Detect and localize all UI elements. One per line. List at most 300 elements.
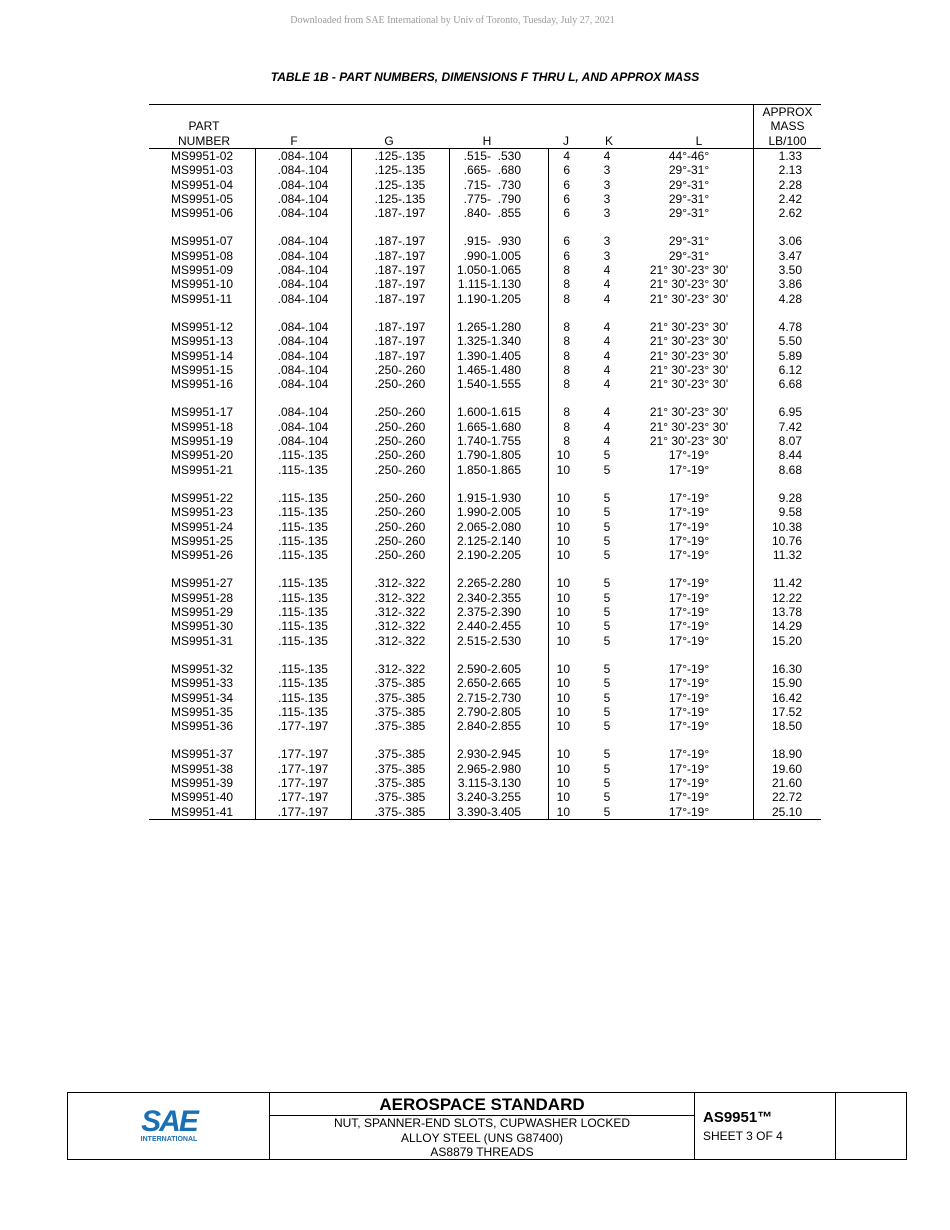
cell-j-count: 8	[563, 319, 570, 334]
cell-mass: 5.89	[778, 348, 802, 363]
doc-number-box	[695, 1093, 836, 1159]
cell-part-number: MS9951-26	[171, 548, 234, 563]
cell-f-dim: .084-.104	[277, 319, 329, 334]
cell-h-dim: 2.715-2.730	[456, 690, 521, 705]
cell-mass: 13.78	[771, 605, 802, 620]
cell-h-dim: 1.465-1.480	[456, 362, 521, 377]
table-row	[149, 263, 821, 277]
cell-j-count: 6	[563, 177, 570, 192]
cell-l-angle: 29°-31°	[668, 234, 710, 249]
header-divider	[753, 105, 754, 149]
cell-j-count: 10	[556, 590, 570, 605]
cell-f-dim: .115-.135	[278, 548, 328, 563]
table-row	[149, 178, 821, 192]
cell-part-number: MS9951-24	[171, 519, 234, 534]
cell-k-count: 4	[603, 334, 611, 349]
cell-k-count: 5	[603, 761, 611, 776]
cell-part-number: MS9951-41	[171, 804, 234, 819]
cell-f-dim: .084-.104	[277, 362, 329, 377]
svg-text:INTERNATIONAL: INTERNATIONAL	[140, 1136, 198, 1143]
table-row	[149, 505, 821, 519]
cell-h-dim: .515- .530	[463, 149, 521, 163]
cell-k-count: 3	[603, 234, 611, 249]
cell-f-dim: .084-.104	[277, 419, 329, 434]
table-row	[149, 719, 821, 733]
cell-mass: 6.12	[778, 362, 802, 377]
cell-l-angle: 17°-19°	[668, 661, 710, 676]
cell-g-dim: .125-.135	[374, 149, 426, 163]
cell-mass: 14.29	[771, 619, 802, 634]
cell-j-count: 6	[563, 191, 570, 206]
cell-h-dim: 2.190-2.205	[456, 548, 521, 563]
table-row	[149, 747, 821, 761]
table-row	[149, 434, 821, 448]
cell-f-dim: .115-.135	[278, 704, 328, 719]
cell-part-number: MS9951-30	[171, 619, 234, 634]
cell-k-count: 3	[603, 177, 611, 192]
cell-k-count: 5	[603, 533, 611, 548]
cell-l-angle: 17°-19°	[668, 804, 710, 819]
cell-l-angle: 17°-19°	[668, 704, 710, 719]
cell-g-dim: .312-.322	[374, 619, 426, 634]
table-row	[149, 805, 821, 819]
cell-f-dim: .084-.104	[277, 334, 329, 349]
cell-l-angle: 21° 30'-23° 30'	[649, 348, 729, 363]
cell-h-dim: 2.440-2.455	[456, 619, 521, 634]
cell-f-dim: .115-.135	[278, 676, 328, 691]
cell-f-dim: .115-.135	[278, 633, 328, 648]
cell-f-dim: .084-.104	[277, 263, 329, 278]
cell-g-dim: .187-.197	[374, 263, 426, 278]
cell-h-dim: 1.050-1.065	[456, 263, 521, 278]
cell-part-number: MS9951-14	[171, 348, 234, 363]
cell-j-count: 10	[556, 661, 570, 676]
download-watermark: Downloaded from SAE International by Univ of Toronto, Tuesday, July 27, 2021	[290, 15, 615, 26]
cell-part-number: MS9951-27	[171, 576, 234, 591]
cell-l-angle: 17°-19°	[668, 676, 710, 691]
table-row	[149, 234, 821, 248]
cell-part-number: MS9951-19	[171, 434, 234, 449]
cell-part-number: MS9951-10	[171, 277, 234, 292]
cell-g-dim: .187-.197	[374, 334, 426, 349]
cell-l-angle: 21° 30'-23° 30'	[649, 434, 729, 449]
table-row	[149, 249, 821, 263]
cell-mass: 4.28	[778, 291, 802, 306]
cell-k-count: 5	[603, 462, 611, 477]
cell-f-dim: .084-.104	[277, 177, 329, 192]
cell-part-number: MS9951-05	[171, 191, 234, 206]
cell-j-count: 10	[556, 619, 570, 634]
cell-part-number: MS9951-07	[171, 234, 234, 249]
cell-part-number: MS9951-21	[171, 462, 234, 477]
cell-k-count: 4	[603, 377, 611, 392]
cell-part-number: MS9951-13	[171, 334, 234, 349]
cell-part-number: MS9951-16	[171, 377, 234, 392]
cell-l-angle: 21° 30'-23° 30'	[649, 319, 729, 334]
cell-part-number: MS9951-28	[171, 590, 234, 605]
table-row	[149, 520, 821, 534]
cell-g-dim: .312-.322	[374, 576, 426, 591]
cell-h-dim: 1.850-1.865	[456, 462, 521, 477]
cell-h-dim: 2.840-2.855	[456, 719, 521, 734]
cell-part-number: MS9951-11	[171, 291, 233, 306]
cell-mass: 17.52	[771, 704, 802, 719]
cell-part-number: MS9951-31	[171, 633, 234, 648]
cell-f-dim: .115-.135	[278, 505, 328, 520]
cell-part-number: MS9951-22	[171, 490, 234, 505]
header-j: J	[563, 133, 569, 148]
cell-k-count: 5	[603, 448, 611, 463]
cell-h-dim: 3.115-3.130	[457, 775, 521, 790]
cell-h-dim: .990-1.005	[463, 248, 521, 263]
table-row	[149, 591, 821, 605]
cell-mass: 3.06	[778, 234, 802, 249]
cell-j-count: 4	[563, 149, 570, 163]
cell-j-count: 10	[556, 505, 570, 520]
cell-mass: 10.38	[771, 519, 802, 534]
table-row	[149, 576, 821, 590]
cell-mass: 6.95	[778, 405, 802, 420]
cell-part-number: MS9951-32	[171, 661, 234, 676]
cell-h-dim: 1.190-1.205	[456, 291, 521, 306]
cell-f-dim: .177-.197	[277, 747, 329, 762]
cell-g-dim: .187-.197	[374, 277, 426, 292]
table-row	[149, 405, 821, 419]
cell-h-dim: 1.665-1.680	[456, 419, 521, 434]
header-f: F	[290, 133, 298, 148]
cell-h-dim: 1.325-1.340	[456, 334, 521, 349]
cell-g-dim: .250-.260	[374, 462, 426, 477]
cell-l-angle: 17°-19°	[668, 747, 710, 762]
cell-k-count: 4	[603, 149, 611, 163]
cell-g-dim: .125-.135	[374, 177, 426, 192]
cell-part-number: MS9951-29	[171, 605, 234, 620]
cell-l-angle: 21° 30'-23° 30'	[649, 263, 729, 278]
cell-mass: 9.28	[778, 490, 802, 505]
document-number: AS9951™	[703, 1109, 773, 1126]
cell-j-count: 10	[556, 704, 570, 719]
cell-part-number: MS9951-34	[171, 690, 234, 705]
cell-g-dim: .250-.260	[374, 448, 426, 463]
cell-l-angle: 17°-19°	[668, 761, 710, 776]
cell-k-count: 5	[603, 619, 611, 634]
cell-f-dim: .084-.104	[277, 405, 329, 420]
cell-l-angle: 29°-31°	[668, 163, 710, 178]
cell-mass: 25.10	[771, 804, 802, 819]
cell-f-dim: .115-.135	[278, 448, 328, 463]
cell-h-dim: 2.265-2.280	[456, 576, 521, 591]
table-row	[149, 662, 821, 676]
cell-k-count: 5	[603, 676, 611, 691]
cell-g-dim: .312-.322	[374, 633, 426, 648]
cell-mass: 15.90	[771, 676, 802, 691]
cell-f-dim: .084-.104	[277, 206, 329, 221]
table-row	[149, 691, 821, 705]
cell-mass: 3.50	[778, 263, 802, 278]
cell-l-angle: 17°-19°	[668, 775, 710, 790]
table-row	[149, 192, 821, 206]
cell-h-dim: 2.965-2.980	[456, 761, 521, 776]
cell-l-angle: 17°-19°	[668, 533, 710, 548]
cell-mass: 22.72	[771, 790, 802, 805]
cell-j-count: 8	[563, 405, 570, 420]
cell-l-angle: 29°-31°	[668, 177, 710, 192]
cell-g-dim: .250-.260	[374, 377, 426, 392]
cell-f-dim: .177-.197	[277, 804, 329, 819]
cell-j-count: 8	[563, 263, 570, 278]
table-row	[149, 349, 821, 363]
cell-j-count: 10	[556, 676, 570, 691]
cell-k-count: 3	[603, 248, 611, 263]
cell-k-count: 5	[603, 505, 611, 520]
cell-g-dim: .250-.260	[374, 548, 426, 563]
parts-table	[149, 104, 821, 820]
table-row	[149, 790, 821, 804]
cell-f-dim: .177-.197	[277, 719, 329, 734]
cell-f-dim: .177-.197	[277, 775, 329, 790]
cell-l-angle: 21° 30'-23° 30'	[649, 419, 729, 434]
cell-j-count: 8	[563, 277, 570, 292]
cell-part-number: MS9951-33	[171, 676, 234, 691]
cell-j-count: 8	[563, 434, 570, 449]
cell-mass: 15.20	[771, 633, 802, 648]
cell-mass: 11.42	[772, 576, 802, 591]
header-approx-mass: APPROX MASS LB/100	[762, 105, 813, 148]
cell-f-dim: .084-.104	[277, 248, 329, 263]
cell-g-dim: .312-.322	[374, 661, 426, 676]
cell-k-count: 5	[603, 490, 611, 505]
sae-logo-box	[68, 1093, 270, 1159]
cell-k-count: 4	[603, 362, 611, 377]
cell-l-angle: 29°-31°	[668, 191, 710, 206]
cell-h-dim: 1.265-1.280	[456, 319, 521, 334]
table-row	[149, 320, 821, 334]
cell-part-number: MS9951-39	[171, 775, 234, 790]
cell-h-dim: .840- .855	[463, 206, 521, 221]
cell-mass: 16.42	[771, 690, 802, 705]
table-row	[149, 762, 821, 776]
cell-f-dim: .084-.104	[277, 348, 329, 363]
header-l: L	[695, 133, 703, 148]
cell-k-count: 5	[603, 548, 611, 563]
cell-g-dim: .375-.385	[374, 676, 426, 691]
table-row	[149, 277, 821, 291]
cell-j-count: 10	[556, 462, 570, 477]
cell-l-angle: 17°-19°	[668, 590, 710, 605]
cell-h-dim: .775- .790	[463, 191, 521, 206]
cell-j-count: 10	[556, 690, 570, 705]
table-row	[149, 377, 821, 391]
table-header	[149, 105, 821, 148]
cell-l-angle: 21° 30'-23° 30'	[649, 405, 729, 420]
cell-part-number: MS9951-36	[171, 719, 234, 734]
cell-mass: 5.50	[778, 334, 802, 349]
sheet-number: SHEET 3 OF 4	[703, 1129, 783, 1143]
cell-l-angle: 17°-19°	[668, 633, 710, 648]
table-row	[149, 676, 821, 690]
cell-h-dim: 2.065-2.080	[456, 519, 521, 534]
cell-part-number: MS9951-40	[171, 790, 234, 805]
header-k: K	[604, 133, 613, 148]
cell-j-count: 6	[563, 234, 570, 249]
cell-j-count: 10	[556, 775, 570, 790]
cell-g-dim: .125-.135	[374, 191, 426, 206]
cell-f-dim: .084-.104	[277, 434, 329, 449]
cell-l-angle: 17°-19°	[668, 505, 710, 520]
cell-k-count: 5	[603, 747, 611, 762]
cell-j-count: 8	[563, 348, 570, 363]
cell-mass: 8.44	[778, 448, 802, 463]
cell-f-dim: .084-.104	[277, 277, 329, 292]
table-row	[149, 534, 821, 548]
cell-k-count: 5	[603, 790, 611, 805]
cell-g-dim: .375-.385	[374, 704, 426, 719]
table-row	[149, 605, 821, 619]
cell-mass: 8.68	[778, 462, 802, 477]
cell-g-dim: .250-.260	[374, 405, 426, 420]
cell-k-count: 3	[603, 191, 611, 206]
cell-g-dim: .187-.197	[374, 206, 426, 221]
cell-part-number: MS9951-09	[171, 263, 234, 278]
table-row	[149, 206, 821, 220]
cell-k-count: 4	[603, 277, 611, 292]
header-g: G	[384, 133, 394, 148]
table-row	[149, 149, 821, 163]
cell-l-angle: 17°-19°	[668, 719, 710, 734]
standard-heading: AEROSPACE STANDARD	[270, 1093, 694, 1116]
cell-f-dim: .084-.104	[277, 191, 329, 206]
cell-g-dim: .312-.322	[374, 605, 426, 620]
cell-k-count: 5	[603, 719, 611, 734]
cell-mass: 1.33	[778, 149, 802, 163]
cell-k-count: 5	[603, 590, 611, 605]
cell-j-count: 10	[556, 605, 570, 620]
table-row	[149, 420, 821, 434]
cell-f-dim: .084-.104	[277, 163, 329, 178]
cell-g-dim: .250-.260	[374, 505, 426, 520]
cell-mass: 2.42	[778, 191, 802, 206]
cell-l-angle: 17°-19°	[668, 576, 710, 591]
cell-h-dim: 2.650-2.665	[456, 676, 521, 691]
cell-g-dim: .250-.260	[374, 362, 426, 377]
cell-part-number: MS9951-35	[171, 704, 234, 719]
cell-mass: 9.58	[778, 505, 802, 520]
cell-f-dim: .115-.135	[278, 576, 328, 591]
title-line-1: NUT, SPANNER-END SLOTS, CUPWASHER LOCKED	[333, 1116, 631, 1130]
table-row	[149, 619, 821, 633]
cell-k-count: 4	[603, 319, 611, 334]
cell-f-dim: .115-.135	[278, 519, 328, 534]
cell-k-count: 4	[603, 419, 611, 434]
cell-f-dim: .115-.135	[278, 590, 328, 605]
cell-g-dim: .312-.322	[374, 590, 426, 605]
cell-mass: 7.42	[778, 419, 802, 434]
cell-h-dim: 2.125-2.140	[456, 533, 521, 548]
cell-j-count: 10	[556, 761, 570, 776]
cell-f-dim: .084-.104	[277, 377, 329, 392]
cell-h-dim: 1.390-1.405	[456, 348, 521, 363]
cell-h-dim: 1.540-1.555	[456, 377, 521, 392]
cell-j-count: 10	[556, 719, 570, 734]
cell-f-dim: .115-.135	[278, 619, 328, 634]
cell-g-dim: .250-.260	[374, 533, 426, 548]
cell-mass: 12.22	[771, 590, 802, 605]
cell-part-number: MS9951-17	[171, 405, 234, 420]
table-row	[149, 705, 821, 719]
title-line-2: ALLOY STEEL (UNS G87400)	[400, 1130, 564, 1145]
cell-mass: 3.47	[778, 248, 802, 263]
cell-g-dim: .187-.197	[374, 234, 426, 249]
table-row	[149, 448, 821, 462]
cell-part-number: MS9951-06	[171, 206, 234, 221]
cell-part-number: MS9951-18	[171, 419, 234, 434]
cell-g-dim: .187-.197	[374, 348, 426, 363]
cell-h-dim: 1.740-1.755	[456, 434, 521, 449]
table-row	[149, 292, 821, 306]
cell-h-dim: 3.390-3.405	[456, 804, 521, 819]
cell-l-angle: 17°-19°	[668, 790, 710, 805]
cell-part-number: MS9951-15	[171, 362, 234, 377]
cell-mass: 11.32	[772, 548, 802, 563]
cell-g-dim: .375-.385	[374, 747, 426, 762]
cell-mass: 2.28	[778, 177, 802, 192]
cell-mass: 18.50	[771, 719, 802, 734]
cell-g-dim: .250-.260	[374, 490, 426, 505]
cell-j-count: 8	[563, 377, 570, 392]
header-part-number: PART NUMBER	[177, 119, 230, 148]
svg-text:SAE: SAE	[141, 1105, 197, 1138]
cell-f-dim: .115-.135	[278, 690, 328, 705]
cell-g-dim: .187-.197	[374, 291, 426, 306]
cell-mass: 8.07	[778, 434, 802, 449]
cell-h-dim: 2.515-2.530	[456, 633, 521, 648]
cell-g-dim: .250-.260	[374, 434, 426, 449]
cell-f-dim: .177-.197	[277, 790, 329, 805]
cell-mass: 4.78	[778, 319, 802, 334]
cell-h-dim: 2.375-2.390	[456, 605, 521, 620]
cell-g-dim: .375-.385	[374, 790, 426, 805]
cell-mass: 2.13	[778, 163, 802, 178]
cell-l-angle: 17°-19°	[668, 519, 710, 534]
cell-j-count: 10	[556, 533, 570, 548]
cell-part-number: MS9951-02	[171, 149, 234, 163]
cell-part-number: MS9951-04	[171, 177, 234, 192]
cell-part-number: MS9951-23	[171, 505, 234, 520]
cell-l-angle: 21° 30'-23° 30'	[649, 291, 729, 306]
cell-k-count: 4	[603, 348, 611, 363]
cell-j-count: 10	[556, 790, 570, 805]
cell-g-dim: .250-.260	[374, 519, 426, 534]
cell-j-count: 6	[563, 163, 570, 178]
cell-k-count: 5	[603, 576, 611, 591]
cell-part-number: MS9951-38	[171, 761, 234, 776]
table-row	[149, 634, 821, 648]
cell-part-number: MS9951-20	[171, 448, 234, 463]
cell-part-number: MS9951-03	[171, 163, 234, 178]
cell-k-count: 5	[603, 661, 611, 676]
table-row	[149, 463, 821, 477]
cell-g-dim: .375-.385	[374, 761, 426, 776]
title-block	[67, 1092, 907, 1160]
table-title: TABLE 1B - PART NUMBERS, DIMENSIONS F THRU L, AND APPROX MASS	[270, 70, 700, 84]
cell-mass: 10.76	[771, 533, 802, 548]
cell-l-angle: 17°-19°	[668, 490, 710, 505]
cell-k-count: 5	[603, 804, 611, 819]
cell-mass: 2.62	[778, 206, 802, 221]
cell-mass: 16.30	[771, 661, 802, 676]
cell-l-angle: 17°-19°	[668, 462, 710, 477]
cell-mass: 18.90	[771, 747, 802, 762]
